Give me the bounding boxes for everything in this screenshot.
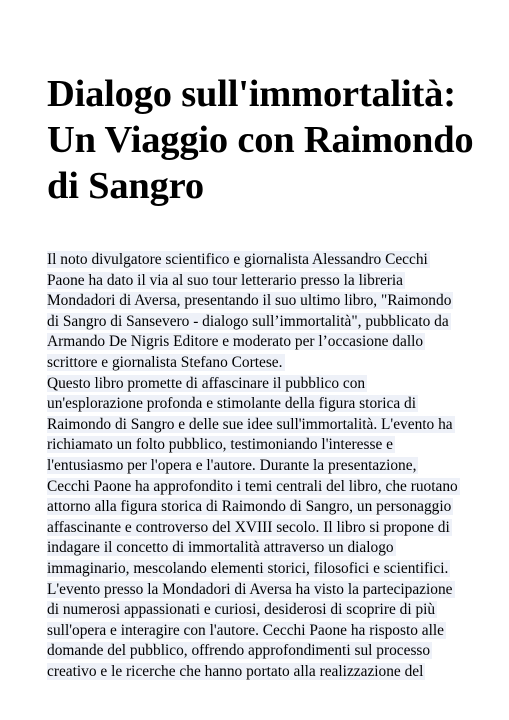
body-line (47, 415, 487, 436)
body-line-text: sull'opera e interagire con l'autore. Cecchi Paone ha risposto alle (47, 621, 445, 639)
body-line-text: creativo e le ricerche che hanno portato alla realizzazione del (47, 662, 424, 680)
body-line-text: affascinante e controverso del XVIII secolo. Il libro si propone di (47, 518, 450, 536)
body-line (47, 291, 487, 312)
body-line-text: Armando De Nigris Editore e moderato per l’occasione dallo (47, 333, 424, 351)
body-line (47, 621, 487, 642)
title-line: Un Viaggio con Raimondo (47, 119, 474, 161)
body-line-text: Raimondo di Sangro e delle sue idee sull'immortalità. L'evento ha (47, 415, 453, 433)
body-line-text: un'esplorazione profonda e stimolante della figura storica di (47, 395, 417, 413)
body-line-text: domande del pubblico, offrendo approfondimenti sul processo (47, 642, 431, 660)
body-line (47, 580, 487, 601)
article-title (47, 71, 487, 209)
body-line (47, 600, 487, 621)
body-line-text: Il noto divulgatore scientifico e giornalista Alessandro Cecchi (47, 251, 428, 268)
body-line (47, 538, 487, 559)
body-line-text: Questo libro promette di affascinare il pubblico con (47, 374, 366, 392)
title-line: Dialogo sull'immortalità: (47, 73, 456, 115)
title-line: di Sangro (47, 165, 204, 207)
body-line-text: L'evento presso la Mondadori di Aversa ha visto la partecipazione (47, 580, 453, 598)
body-line (47, 477, 487, 498)
body-line (47, 559, 487, 580)
article-body (47, 250, 487, 682)
body-line (47, 353, 487, 374)
body-line-text: indagare il concetto di immortalità attraverso un dialogo (47, 539, 394, 557)
body-line-text: scrittore e giornalista Stefano Cortese. (47, 353, 283, 371)
body-line (47, 332, 487, 353)
body-line (47, 518, 487, 539)
body-line (47, 312, 487, 333)
body-line-text: immaginario, mescolando elementi storici, filosofici e scientifici. (47, 559, 449, 577)
body-line-text: attorno alla figura storica di Raimondo di Sangro, un personaggio (47, 498, 452, 516)
body-line (47, 394, 487, 415)
body-line-text: richiamato un folto pubblico, testimoniando l'interesse e (47, 436, 393, 454)
body-line-text: l'entusiasmo per l'opera e l'autore. Durante la presentazione, (47, 456, 417, 474)
body-line-text: Cecchi Paone ha approfondito i temi centrali del libro, che ruotano (47, 477, 458, 495)
body-line-text: Paone ha dato il via al suo tour letterario presso la libreria (47, 271, 404, 289)
body-line-text: di numerosi appassionati e curiosi, desiderosi di scoprire di più (47, 601, 436, 619)
body-line-text: di Sangro di Sansevero - dialogo sull’immortalità", pubblicato da (47, 312, 449, 330)
body-line (47, 250, 487, 271)
body-line (47, 497, 487, 518)
body-line (47, 271, 487, 292)
body-line (47, 662, 487, 683)
body-line (47, 456, 487, 477)
body-line (47, 435, 487, 456)
body-line (47, 641, 487, 662)
body-line-text: Mondadori di Aversa, presentando il suo ultimo libro, "Raimondo (47, 292, 452, 310)
body-line (47, 374, 487, 395)
